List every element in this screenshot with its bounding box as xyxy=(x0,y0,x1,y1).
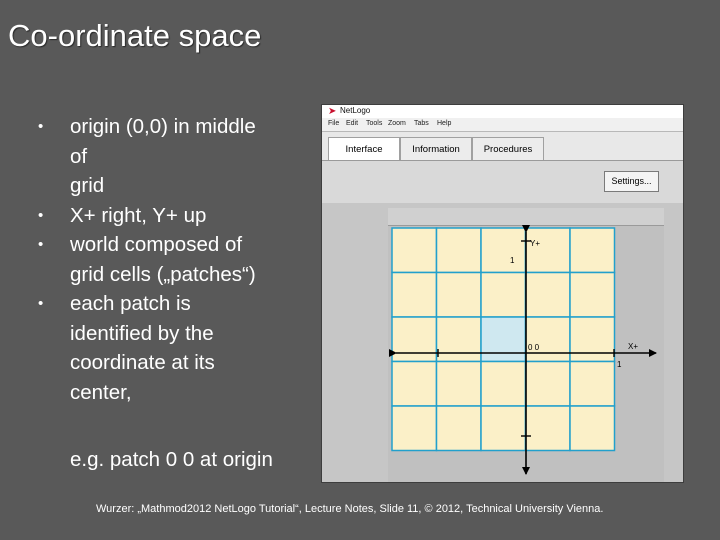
window-title: NetLogo xyxy=(340,106,371,115)
patch xyxy=(481,228,526,273)
patch xyxy=(526,228,571,273)
netlogo-window xyxy=(322,105,683,482)
origin-patch xyxy=(481,317,526,362)
menu-help[interactable]: Help xyxy=(437,120,452,127)
patch xyxy=(570,273,615,318)
menu-zoom[interactable]: Zoom xyxy=(388,120,406,127)
tab-bar xyxy=(322,132,683,161)
settings-button[interactable]: Settings... xyxy=(604,171,659,192)
menu-tools[interactable]: Tools xyxy=(366,120,383,127)
bullet-item xyxy=(36,201,306,231)
bullet-item xyxy=(36,289,306,407)
bullet-icon: • xyxy=(38,295,44,312)
bullet-text: each patch is identified by the coordinate at its center, xyxy=(70,292,215,404)
patch-grid xyxy=(392,228,615,451)
y-axis-label: Y+ xyxy=(530,239,541,248)
patch xyxy=(526,317,571,362)
patch xyxy=(392,406,437,451)
bullet-text: world composed of grid cells („patches“) xyxy=(70,233,256,286)
netlogo-logo-icon: ➤ xyxy=(328,106,337,117)
bullet-text: origin (0,0) in middle of grid xyxy=(70,115,256,197)
patch xyxy=(392,362,437,407)
x-tick-label: 1 xyxy=(617,360,622,369)
bullet-text: X+ right, Y+ up xyxy=(70,203,207,227)
patch xyxy=(437,273,482,318)
patch xyxy=(570,228,615,273)
bullet-icon: • xyxy=(38,206,44,224)
patch xyxy=(570,406,615,451)
bullet-item xyxy=(36,112,306,201)
world-grid xyxy=(388,208,664,482)
y-tick-label: 1 xyxy=(510,256,515,265)
patch xyxy=(392,228,437,273)
patch xyxy=(570,362,615,407)
patch xyxy=(392,273,437,318)
menu-tabs[interactable]: Tabs xyxy=(414,120,429,127)
slide-footer: Wurzer: „Mathmod2012 NetLogo Tutorial“, Lecture Notes, Slide 11, © 2012, Technical University Vienna. xyxy=(96,503,604,515)
patch xyxy=(392,317,437,362)
patch xyxy=(437,317,482,362)
patch xyxy=(481,406,526,451)
x-axis-label: X+ xyxy=(628,342,639,351)
patch xyxy=(437,228,482,273)
example-text: e.g. patch 0 0 at origin xyxy=(70,448,273,471)
bullet-icon: • xyxy=(38,118,44,135)
patch xyxy=(526,406,571,451)
slide-title: Co-ordinate space xyxy=(8,18,262,53)
patch xyxy=(481,273,526,318)
patch xyxy=(437,406,482,451)
bullet-icon: • xyxy=(38,236,44,253)
bullet-item xyxy=(36,230,306,289)
tab-information[interactable]: Information xyxy=(400,137,472,160)
patch xyxy=(526,362,571,407)
world-view[interactable] xyxy=(388,208,664,482)
interface-toolbar xyxy=(322,161,683,203)
patch xyxy=(437,362,482,407)
patch xyxy=(481,362,526,407)
tab-interface[interactable]: Interface xyxy=(328,137,400,160)
menu-bar xyxy=(322,118,683,132)
patch xyxy=(570,317,615,362)
bullet-list xyxy=(36,112,306,407)
menu-edit[interactable]: Edit xyxy=(346,120,359,127)
tab-procedures[interactable]: Procedures xyxy=(472,137,544,160)
origin-label: 0 0 xyxy=(528,343,540,352)
patch xyxy=(526,273,571,318)
menu-file[interactable]: File xyxy=(328,120,340,127)
window-titlebar[interactable] xyxy=(322,105,683,118)
